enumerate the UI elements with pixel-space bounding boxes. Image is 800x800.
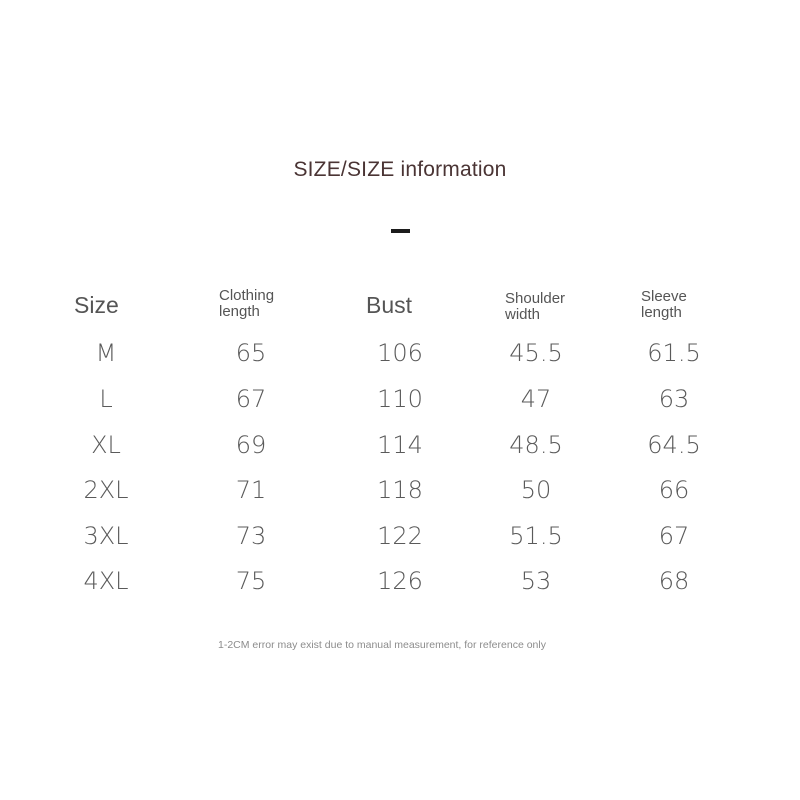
cell-shoulder-width: 51.5: [509, 522, 563, 550]
cell-size: 4XL: [83, 567, 129, 595]
cell-bust: 126: [377, 567, 423, 595]
cell-bust: 114: [377, 431, 423, 459]
cell-clothing-length: 73: [235, 522, 267, 550]
header-shoulder-width-line1: Shoulder: [505, 290, 566, 307]
cell-clothing-length: 67: [235, 385, 267, 413]
cell-sleeve-length: 63: [658, 385, 690, 413]
cell-sleeve-length: 67: [658, 522, 690, 550]
header-shoulder-width-line2: width: [505, 306, 541, 323]
header-shoulder-width: [505, 291, 565, 323]
cell-sleeve-length: 61.5: [647, 339, 701, 367]
cell-shoulder-width: 45.5: [509, 339, 563, 367]
cell-shoulder-width: 48.5: [509, 431, 563, 459]
cell-bust: 118: [377, 476, 423, 504]
cell-clothing-length: 65: [235, 339, 267, 367]
header-sleeve-length: [641, 289, 687, 321]
cell-size: L: [99, 385, 113, 413]
header-size: Size: [74, 292, 119, 318]
header-clothing-length: [219, 288, 274, 320]
cell-shoulder-width: 47: [520, 385, 552, 413]
title-divider: [391, 229, 410, 233]
page-title: SIZE/SIZE information: [293, 158, 507, 181]
header-clothing-length-line1: Clothing: [219, 287, 275, 304]
cell-size: XL: [91, 431, 121, 459]
cell-shoulder-width: 53: [520, 567, 552, 595]
cell-sleeve-length: 66: [658, 476, 690, 504]
cell-sleeve-length: 64.5: [647, 431, 701, 459]
cell-bust: 106: [377, 339, 423, 367]
cell-clothing-length: 71: [235, 476, 267, 504]
header-bust: Bust: [366, 292, 413, 318]
cell-sleeve-length: 68: [658, 567, 690, 595]
cell-size: 3XL: [83, 522, 129, 550]
cell-bust: 110: [377, 385, 423, 413]
header-sleeve-length-line2: length: [641, 304, 682, 321]
cell-size: M: [95, 339, 117, 367]
cell-clothing-length: 75: [235, 567, 267, 595]
header-sleeve-length-line1: Sleeve: [641, 288, 687, 305]
header-clothing-length-line2: length: [219, 303, 260, 320]
measurement-note: 1-2CM error may exist due to manual measurement, for reference only: [218, 639, 546, 651]
cell-shoulder-width: 50: [520, 476, 552, 504]
cell-size: 2XL: [83, 476, 129, 504]
cell-clothing-length: 69: [235, 431, 267, 459]
cell-bust: 122: [377, 522, 423, 550]
